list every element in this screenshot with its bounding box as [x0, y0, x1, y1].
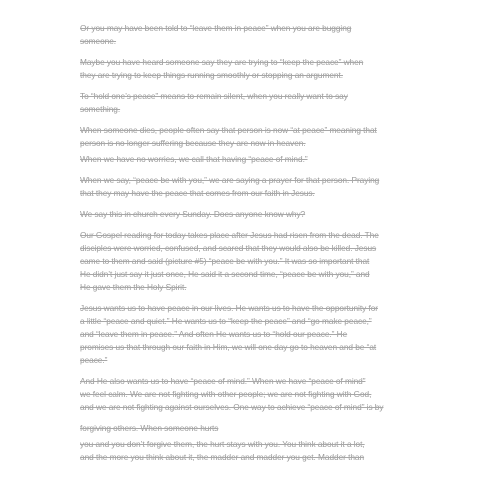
text-line: that they may have the peace that comes from our faith in Jesus. — [80, 188, 315, 198]
paragraph-jesus-wants-peace — [80, 302, 428, 367]
text-line: Maybe you have heard someone say they are trying to “keep the peace” when — [80, 57, 364, 67]
text-line: they are trying to keep things running smoothly or stopping an argument. — [80, 70, 343, 80]
paragraph-leave-in-peace — [80, 22, 428, 48]
paragraph-every-sunday — [80, 208, 428, 221]
text-line: To “hold one’s peace” means to remain silent, when you really want to say — [80, 91, 348, 101]
paragraph-keep-the-peace — [80, 56, 428, 82]
text-line: We say this in church every Sunday. Does anyone know why? — [80, 209, 306, 219]
text-line: And He also wants us to have “peace of mind.” When we have “peace of mind” — [80, 376, 366, 386]
paragraph-at-peace — [80, 124, 428, 150]
paragraph-peace-be-with-you — [80, 174, 428, 200]
text-line: and we are not fighting against ourselves. One way to achieve “peace of mind” is by — [80, 402, 384, 412]
text-line: promises us that through our faith in Him, we will one day go to heaven and be “at — [80, 342, 377, 352]
paragraph-peace-of-mind — [80, 153, 428, 166]
paragraph-hold-ones-peace — [80, 90, 428, 116]
text-line: came to them and said (picture #5) “peace be with you.” It was so important that — [80, 256, 370, 266]
paragraph-forgiving-others — [80, 422, 428, 435]
text-line: When someone dies, people often say that person is now “at peace” meaning that — [80, 125, 377, 135]
paragraph-gospel-reading — [80, 229, 428, 294]
text-line: and the more you think about it, the madder and madder you get. Madder than — [80, 452, 365, 462]
text-line: peace.” — [80, 355, 108, 365]
text-line: Or you may have been told to “leave them in peace” when you are bugging — [80, 23, 352, 33]
text-line: When we say, “peace be with you,” we are saying a prayer for that person. Praying — [80, 175, 380, 185]
paragraph-hurt-stays — [80, 438, 428, 464]
text-line: someone. — [80, 36, 117, 46]
text-line: person is no longer suffering because they are now in heaven. — [80, 138, 306, 148]
text-line: disciples were worried, confused, and scared that they would also be killed. Jesus — [80, 243, 377, 253]
paragraph-peace-of-mind-calm — [80, 375, 428, 414]
text-line: He gave them the Holy Spirit. — [80, 282, 187, 292]
text-line: When we have no worries, we call that having “peace of mind.” — [80, 154, 308, 164]
text-line: you and you don’t forgive them, the hurt stays with you. You think about it a lot, — [80, 439, 365, 449]
text-line: He didn’t just say it just once, He said it a second time, “peace be with you,” and — [80, 269, 370, 279]
text-line: forgiving others. When someone hurts — [80, 423, 219, 433]
text-line: we feel calm. We are not fighting with other people; we are not fighting with God, — [80, 389, 372, 399]
text-line: Jesus wants us to have peace in our lives. He wants us to have the opportunity for — [80, 303, 378, 313]
text-line: a little “peace and quiet.” He wants us to “keep the peace” and “go make peace,” — [80, 316, 372, 326]
text-line: something. — [80, 104, 121, 114]
text-line: Our Gospel reading for today takes place after Jesus had risen from the dead. The — [80, 230, 379, 240]
text-line: and “leave them in peace.” And often He wants us to “hold our peace.” He — [80, 329, 348, 339]
